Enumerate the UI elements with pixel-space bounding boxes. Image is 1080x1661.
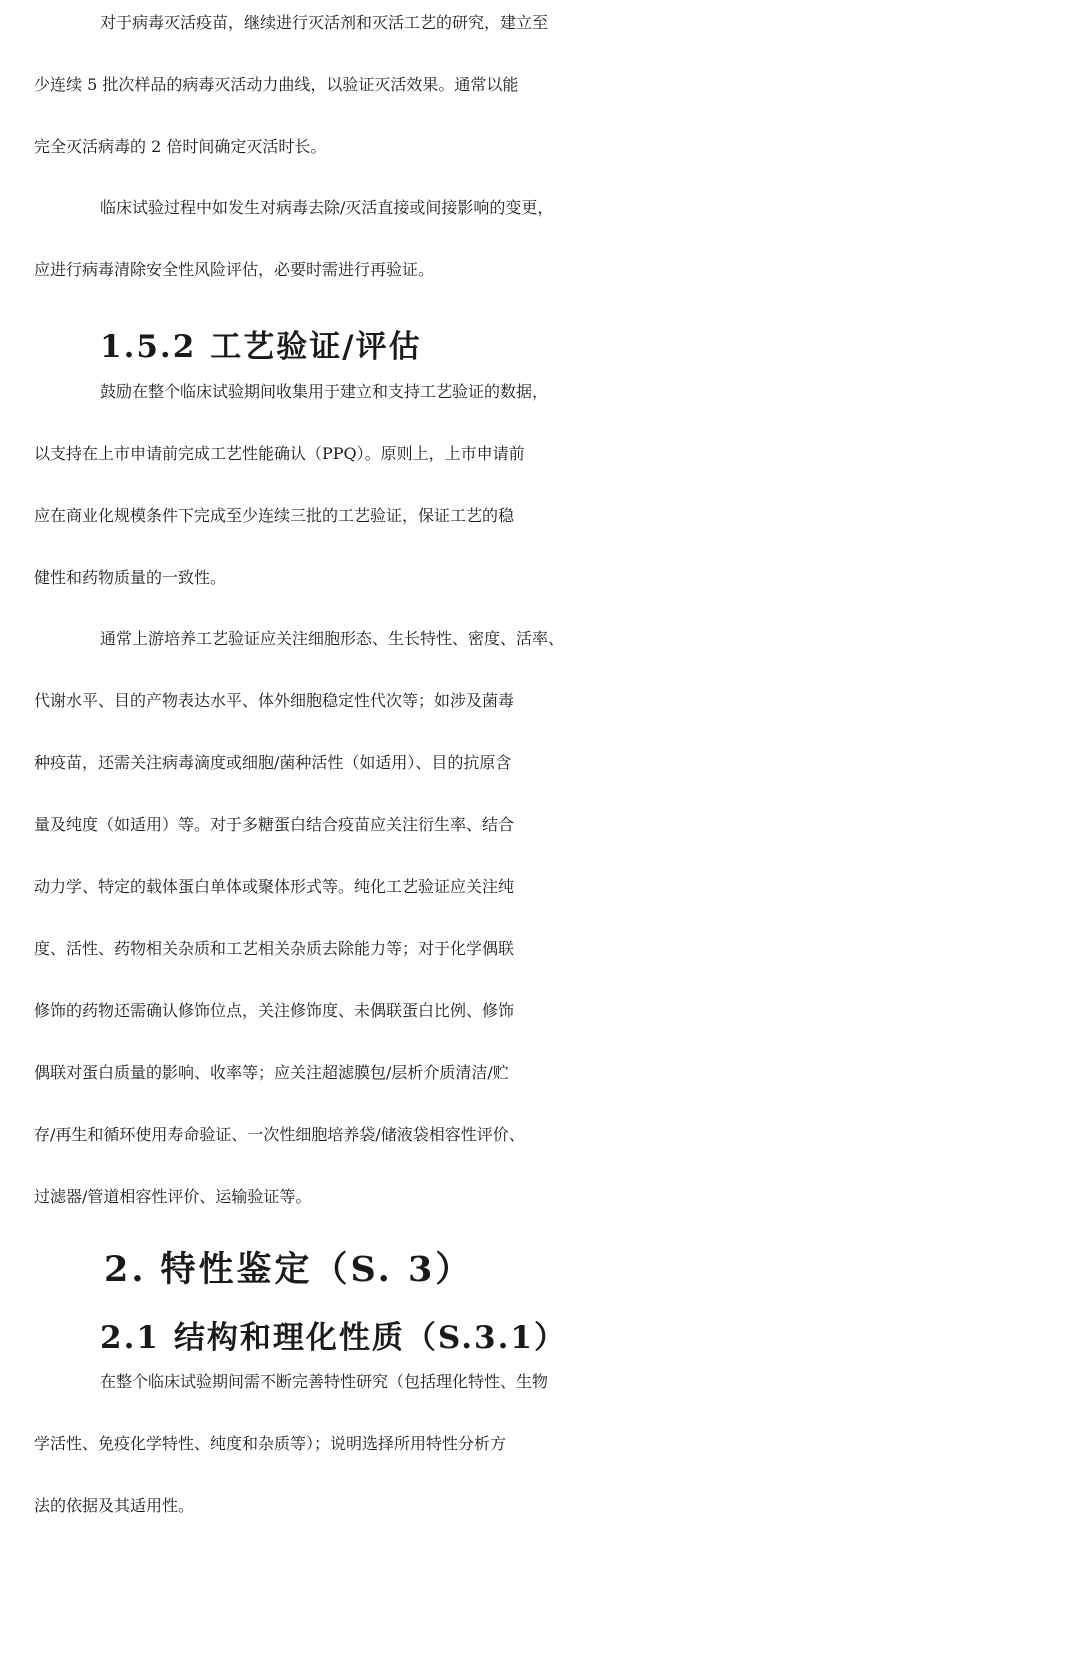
text-line: 临床试验过程中如发生对病毒去除/灭活直接或间接影响的变更，: [100, 198, 554, 217]
text-line: 完全灭活病毒的 2 倍时间确定灭活时长。: [34, 137, 327, 156]
text-line: 动力学、特定的载体蛋白单体或聚体形式等。纯化工艺验证应关注纯: [34, 877, 515, 896]
text-line: 度、活性、药物相关杂质和工艺相关杂质去除能力等；对于化学偶联: [34, 939, 515, 958]
text-line: 在整个临床试验期间需不断完善特性研究（包括理化特性、生物: [100, 1372, 549, 1391]
text-line: 量及纯度（如适用）等。对于多糖蛋白结合疫苗应关注衍生率、结合: [34, 815, 515, 834]
text-line: 代谢水平、目的产物表达水平、体外细胞稳定性代次等；如涉及菌毒: [34, 691, 515, 710]
text-line: 应进行病毒清除安全性风险评估，必要时需进行再验证。: [34, 260, 435, 279]
heading-number: 2.: [104, 1249, 147, 1290]
paragraph-process-validation: [34, 379, 1046, 627]
text-line: 法的依据及其适用性。: [34, 1496, 195, 1515]
text-line: 鼓励在整个临床试验期间收集用于建立和支持工艺验证的数据，: [100, 382, 549, 401]
paragraph-characterization: [34, 1369, 1046, 1555]
text-line: 种疫苗，还需关注病毒滴度或细胞/菌种活性（如适用）、目的抗原含: [34, 753, 512, 772]
heading-number: 2.1: [100, 1320, 160, 1356]
section-heading-2: [104, 1238, 473, 1302]
heading-title: 结构和理化性质（S.3.1）: [173, 1320, 567, 1356]
heading-number: 1.5.2: [100, 329, 197, 365]
text-line: 存/再生和循环使用寿命验证、一次性细胞培养袋/储液袋相容性评价、: [34, 1125, 525, 1144]
text-line: 应在商业化规模条件下完成至少连续三批的工艺验证，保证工艺的稳: [34, 506, 515, 525]
paragraph-virus-inactivation: [34, 10, 1046, 196]
section-heading-2-1: [100, 1307, 567, 1369]
text-line: 偶联对蛋白质量的影响、收率等；应关注超滤膜包/层析介质清洁/贮: [34, 1063, 509, 1082]
text-line: 少连续 5 批次样品的病毒灭活动力曲线，以验证灭活效果。通常以能: [34, 75, 519, 94]
paragraph-upstream-validation: [34, 626, 1046, 1246]
text-line: 通常上游培养工艺验证应关注细胞形态、生长特性、密度、活率、: [100, 629, 565, 648]
text-line: 修饰的药物还需确认修饰位点，关注修饰度、未偶联蛋白比例、修饰: [34, 1001, 515, 1020]
text-line: 过滤器/管道相容性评价、运输验证等。: [34, 1187, 312, 1206]
text-line: 学活性、免疫化学特性、纯度和杂质等）；说明选择所用特性分析方: [34, 1434, 507, 1453]
paragraph-change-risk: [34, 195, 1046, 319]
section-heading-1-5-2: [100, 316, 422, 378]
text-line: 以支持在上市申请前完成工艺性能确认（PPQ）。原则上，上市申请前: [34, 444, 525, 463]
heading-title: 工艺验证/评估: [210, 329, 422, 365]
heading-title: 特性鉴定（S. 3）: [160, 1249, 474, 1290]
text-line: 对于病毒灭活疫苗，继续进行灭活剂和灭活工艺的研究，建立至: [100, 13, 549, 32]
text-line: 健性和药物质量的一致性。: [34, 568, 227, 587]
